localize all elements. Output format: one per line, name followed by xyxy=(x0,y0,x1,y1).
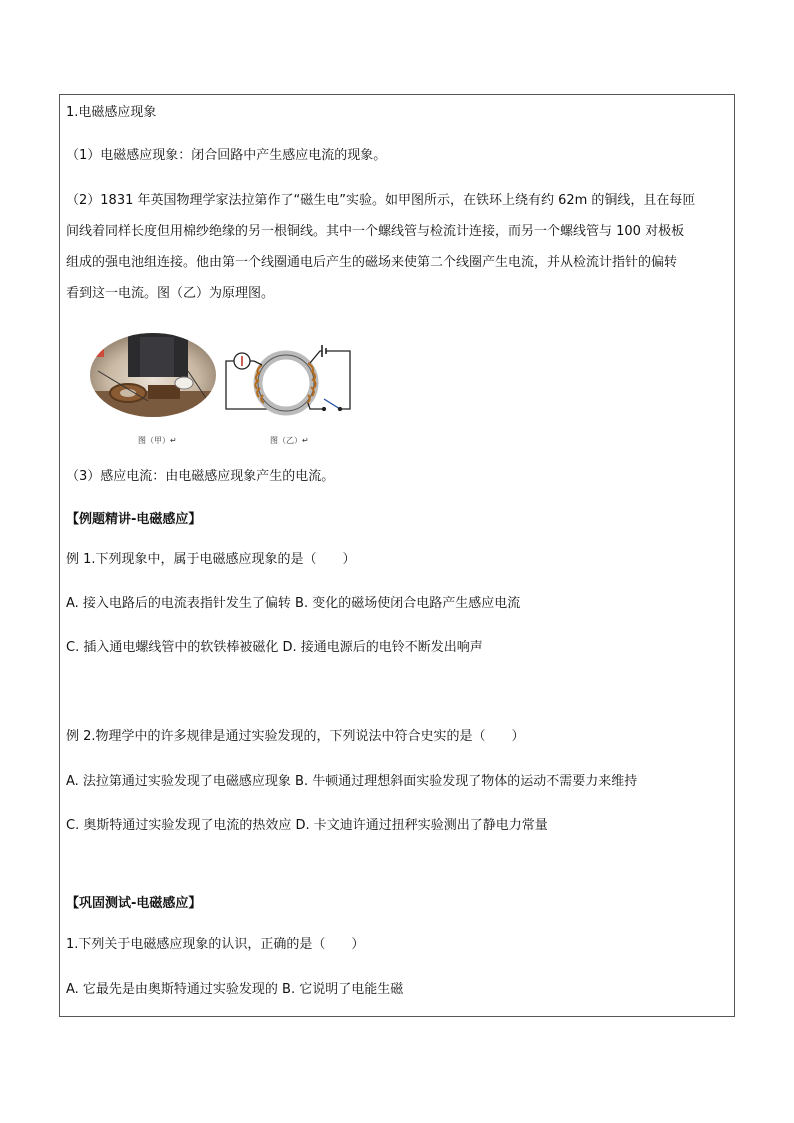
caption-yi: 图（乙）↵ xyxy=(270,436,309,445)
example-2-options-ab: A. 法拉第通过实验发现了电磁感应现象 B. 牛顿通过理想斜面实验发现了物体的运动不需要力来维持 xyxy=(66,774,638,789)
example-1-options-cd: C. 插入通电螺线管中的软铁棒被磁化 D. 接通电源后的电铃不断发出响声 xyxy=(66,640,483,655)
paragraph-2-line-1: （2）1831 年英国物理学家法拉第作了“磁生电”实验。如甲图所示，在铁环上绕有约 62m 的铜线，且在每匝 xyxy=(66,193,696,208)
paragraph-3: （3）感应电流：由电磁感应现象产生的电流。 xyxy=(66,469,335,484)
test-1-options-ab: A. 它最先是由奥斯特通过实验发现的 B. 它说明了电能生磁 xyxy=(66,982,404,997)
schematic-yi xyxy=(224,345,354,433)
example-2-question: 例 2.物理学中的许多规律是通过实验发现的，下列说法中符合史实的是（ ） xyxy=(66,729,525,744)
paragraph-2-line-3: 组成的强电池组连接。他由第一个线圈通电后产生的磁场来使第二个线圈产生电流，并从检流计指针的偏转 xyxy=(66,255,678,270)
example-1-question: 例 1.下列现象中，属于电磁感应现象的是（ ） xyxy=(66,552,356,567)
figures xyxy=(88,331,358,446)
paragraph-2-line-2: 间线着同样长度但用棉纱绝缘的另一根铜线。其中一个螺线管与检流计连接，而另一个螺线管与 100 对极板 xyxy=(66,224,685,239)
content-frame xyxy=(59,94,735,1017)
example-1-options-ab: A. 接入电路后的电流表指针发生了偏转 B. 变化的磁场使闭合电路产生感应电流 xyxy=(66,596,521,611)
paragraph-1: （1）电磁感应现象：闭合回路中产生感应电流的现象。 xyxy=(66,148,387,163)
photo-jia xyxy=(88,331,218,419)
section-title: 1.电磁感应现象 xyxy=(66,105,157,120)
example-2-options-cd: C. 奥斯特通过实验发现了电流的热效应 D. 卡文迪许通过扭秤实验测出了静电力常量 xyxy=(66,818,548,833)
paragraph-2-line-4: 看到这一电流。图（乙）为原理图。 xyxy=(66,286,275,301)
test-1-question: 1.下列关于电磁感应现象的认识，正确的是（ ） xyxy=(66,937,365,952)
example-heading: 【例题精讲-电磁感应】 xyxy=(66,512,202,527)
caption-jia: 图（甲）↵ xyxy=(138,436,177,445)
test-heading: 【巩固测试-电磁感应】 xyxy=(66,896,202,911)
